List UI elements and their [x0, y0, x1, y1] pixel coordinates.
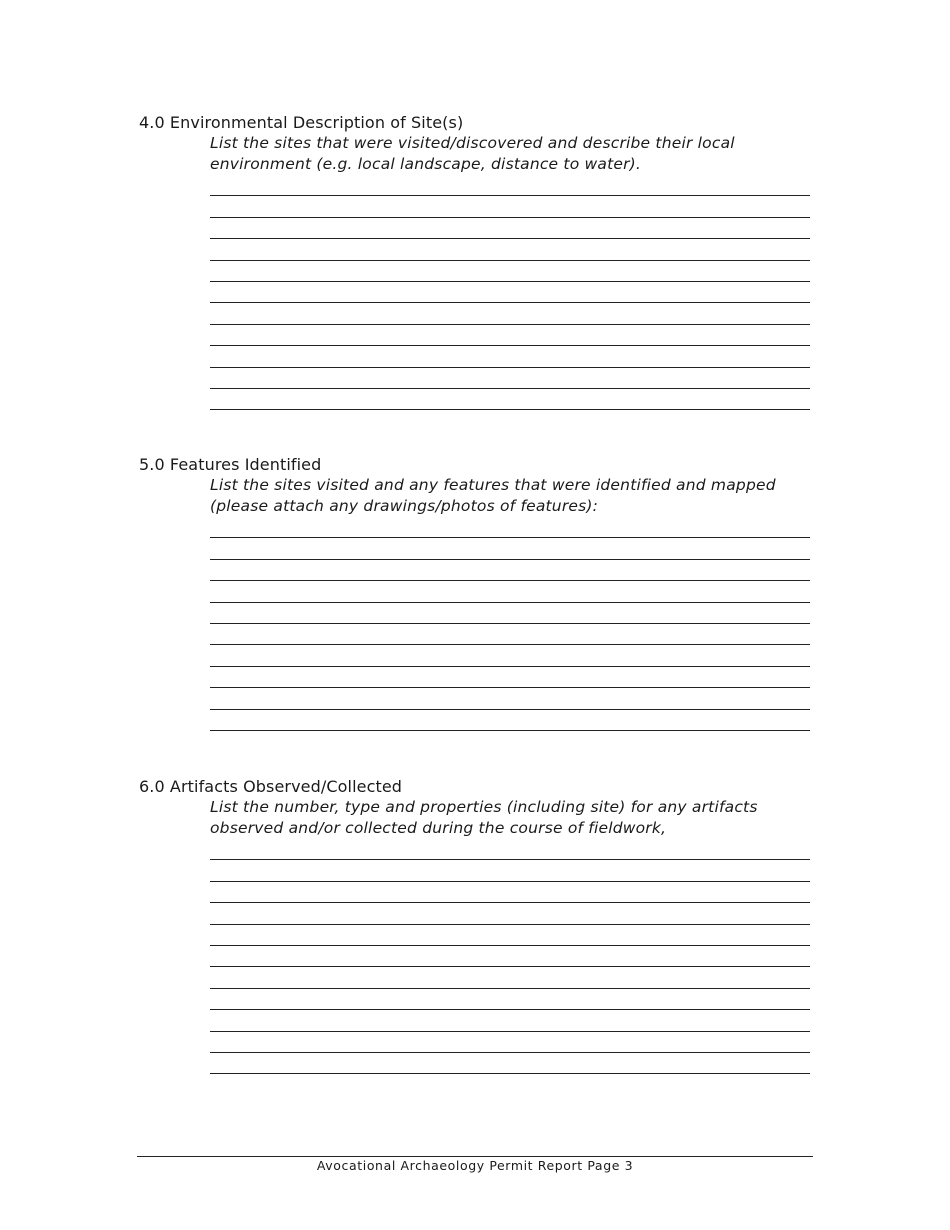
writing-line[interactable] [210, 860, 810, 881]
writing-line[interactable] [210, 1032, 810, 1053]
writing-line[interactable] [210, 1010, 810, 1031]
writing-line[interactable] [210, 538, 810, 559]
writing-line[interactable] [210, 688, 810, 709]
writing-line[interactable] [210, 645, 810, 666]
writing-line[interactable] [210, 389, 810, 410]
section-heading: 4.0 Environmental Description of Site(s) [139, 113, 464, 132]
writing-line[interactable] [210, 368, 810, 389]
writing-line[interactable] [210, 239, 810, 260]
writing-line[interactable] [210, 1053, 810, 1074]
writing-line[interactable] [210, 175, 810, 196]
section-heading: 6.0 Artifacts Observed/Collected [139, 777, 403, 796]
writing-line[interactable] [210, 303, 810, 324]
writing-line[interactable] [210, 925, 810, 946]
section-heading: 5.0 Features Identified [139, 455, 322, 474]
writing-line[interactable] [210, 560, 810, 581]
writing-lines[interactable] [210, 175, 810, 410]
footer-divider [137, 1156, 813, 1157]
writing-line[interactable] [210, 946, 810, 967]
writing-lines[interactable] [210, 517, 810, 731]
writing-line[interactable] [210, 346, 810, 367]
writing-line[interactable] [210, 581, 810, 602]
writing-line[interactable] [210, 667, 810, 688]
writing-line[interactable] [210, 603, 810, 624]
writing-line[interactable] [210, 624, 810, 645]
section-instructions: List the sites visited and any features that were identified and mapped (please attach any drawings/photos of features): [210, 476, 776, 515]
writing-line[interactable] [210, 710, 810, 731]
writing-line[interactable] [210, 517, 810, 538]
writing-line[interactable] [210, 882, 810, 903]
writing-line[interactable] [210, 989, 810, 1010]
writing-line[interactable] [210, 218, 810, 239]
section-instructions: List the number, type and properties (including site) for any artifacts observed and/or collected during the course of fieldwork, [210, 798, 758, 837]
section-artifacts-observed [139, 776, 811, 1074]
writing-line[interactable] [210, 967, 810, 988]
writing-line[interactable] [210, 282, 810, 303]
writing-line[interactable] [210, 261, 810, 282]
writing-lines[interactable] [210, 839, 810, 1074]
writing-line[interactable] [210, 196, 810, 217]
writing-line[interactable] [210, 903, 810, 924]
writing-line[interactable] [210, 839, 810, 860]
section-environmental-description [139, 112, 811, 410]
section-instructions: List the sites that were visited/discovered and describe their local environment (e.g. local landscape, distance to water). [210, 134, 735, 173]
page-footer: Avocational Archaeology Permit Report Page 3 [316, 1158, 634, 1173]
section-features-identified [139, 454, 811, 731]
writing-line[interactable] [210, 325, 810, 346]
